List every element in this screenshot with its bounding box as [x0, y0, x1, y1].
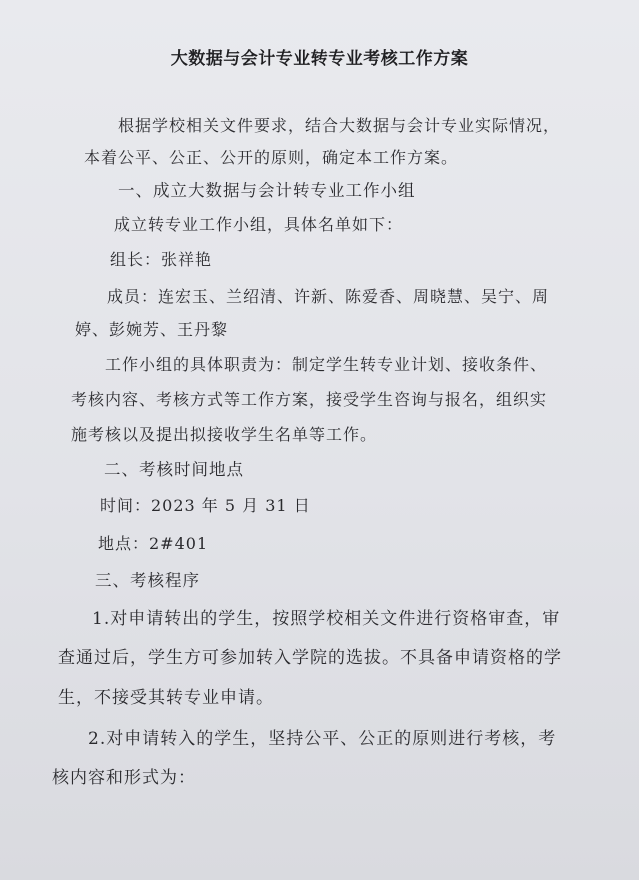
- group-duty-line-2: 考核内容、考核方式等工作方案，接受学生咨询与报名，组织实: [71, 390, 548, 409]
- intro-line-2: 本着公平、公正、公开的原则，确定本工作方案。: [84, 148, 459, 167]
- section-1-lead: 成立转专业工作小组，具体名单如下：: [114, 215, 404, 234]
- procedure-item-1-line-3: 生，不接受其转专业申请。: [58, 688, 274, 708]
- document-title: 大数据与会计专业转专业考核工作方案: [170, 49, 469, 69]
- procedure-item-2-line-2: 核内容和形式为：: [52, 768, 196, 788]
- group-members-line-2: 婷、彭婉芳、王丹黎: [75, 320, 229, 339]
- procedure-item-1-line-1: 1.对申请转出的学生，按照学校相关文件进行资格审查，审: [92, 609, 561, 629]
- group-duty-line-1: 工作小组的具体职责为：制定学生转专业计划、接收条件、: [105, 355, 548, 374]
- section-2-heading: 二、考核时间地点: [104, 460, 244, 479]
- exam-place: 地点：2#401: [98, 534, 209, 553]
- group-duty-line-3: 施考核以及提出拟接收学生名单等工作。: [71, 425, 378, 444]
- procedure-item-1-line-2: 查通过后，学生方可参加转入学院的选拔。不具备申请资格的学: [58, 648, 562, 668]
- procedure-item-2-line-1: 2.对申请转入的学生，坚持公平、公正的原则进行考核，考: [88, 729, 557, 749]
- group-leader: 组长：张祥艳: [110, 250, 213, 269]
- section-3-heading: 三、考核程序: [95, 571, 200, 590]
- exam-time: 时间：2023 年 5 月 31 日: [100, 496, 311, 515]
- group-members-line-1: 成员：连宏玉、兰绍清、许新、陈爱香、周晓慧、吴宁、周: [107, 287, 550, 306]
- section-1-heading: 一、成立大数据与会计转专业工作小组: [118, 181, 416, 200]
- intro-line-1: 根据学校相关文件要求，结合大数据与会计专业实际情况，: [118, 116, 561, 135]
